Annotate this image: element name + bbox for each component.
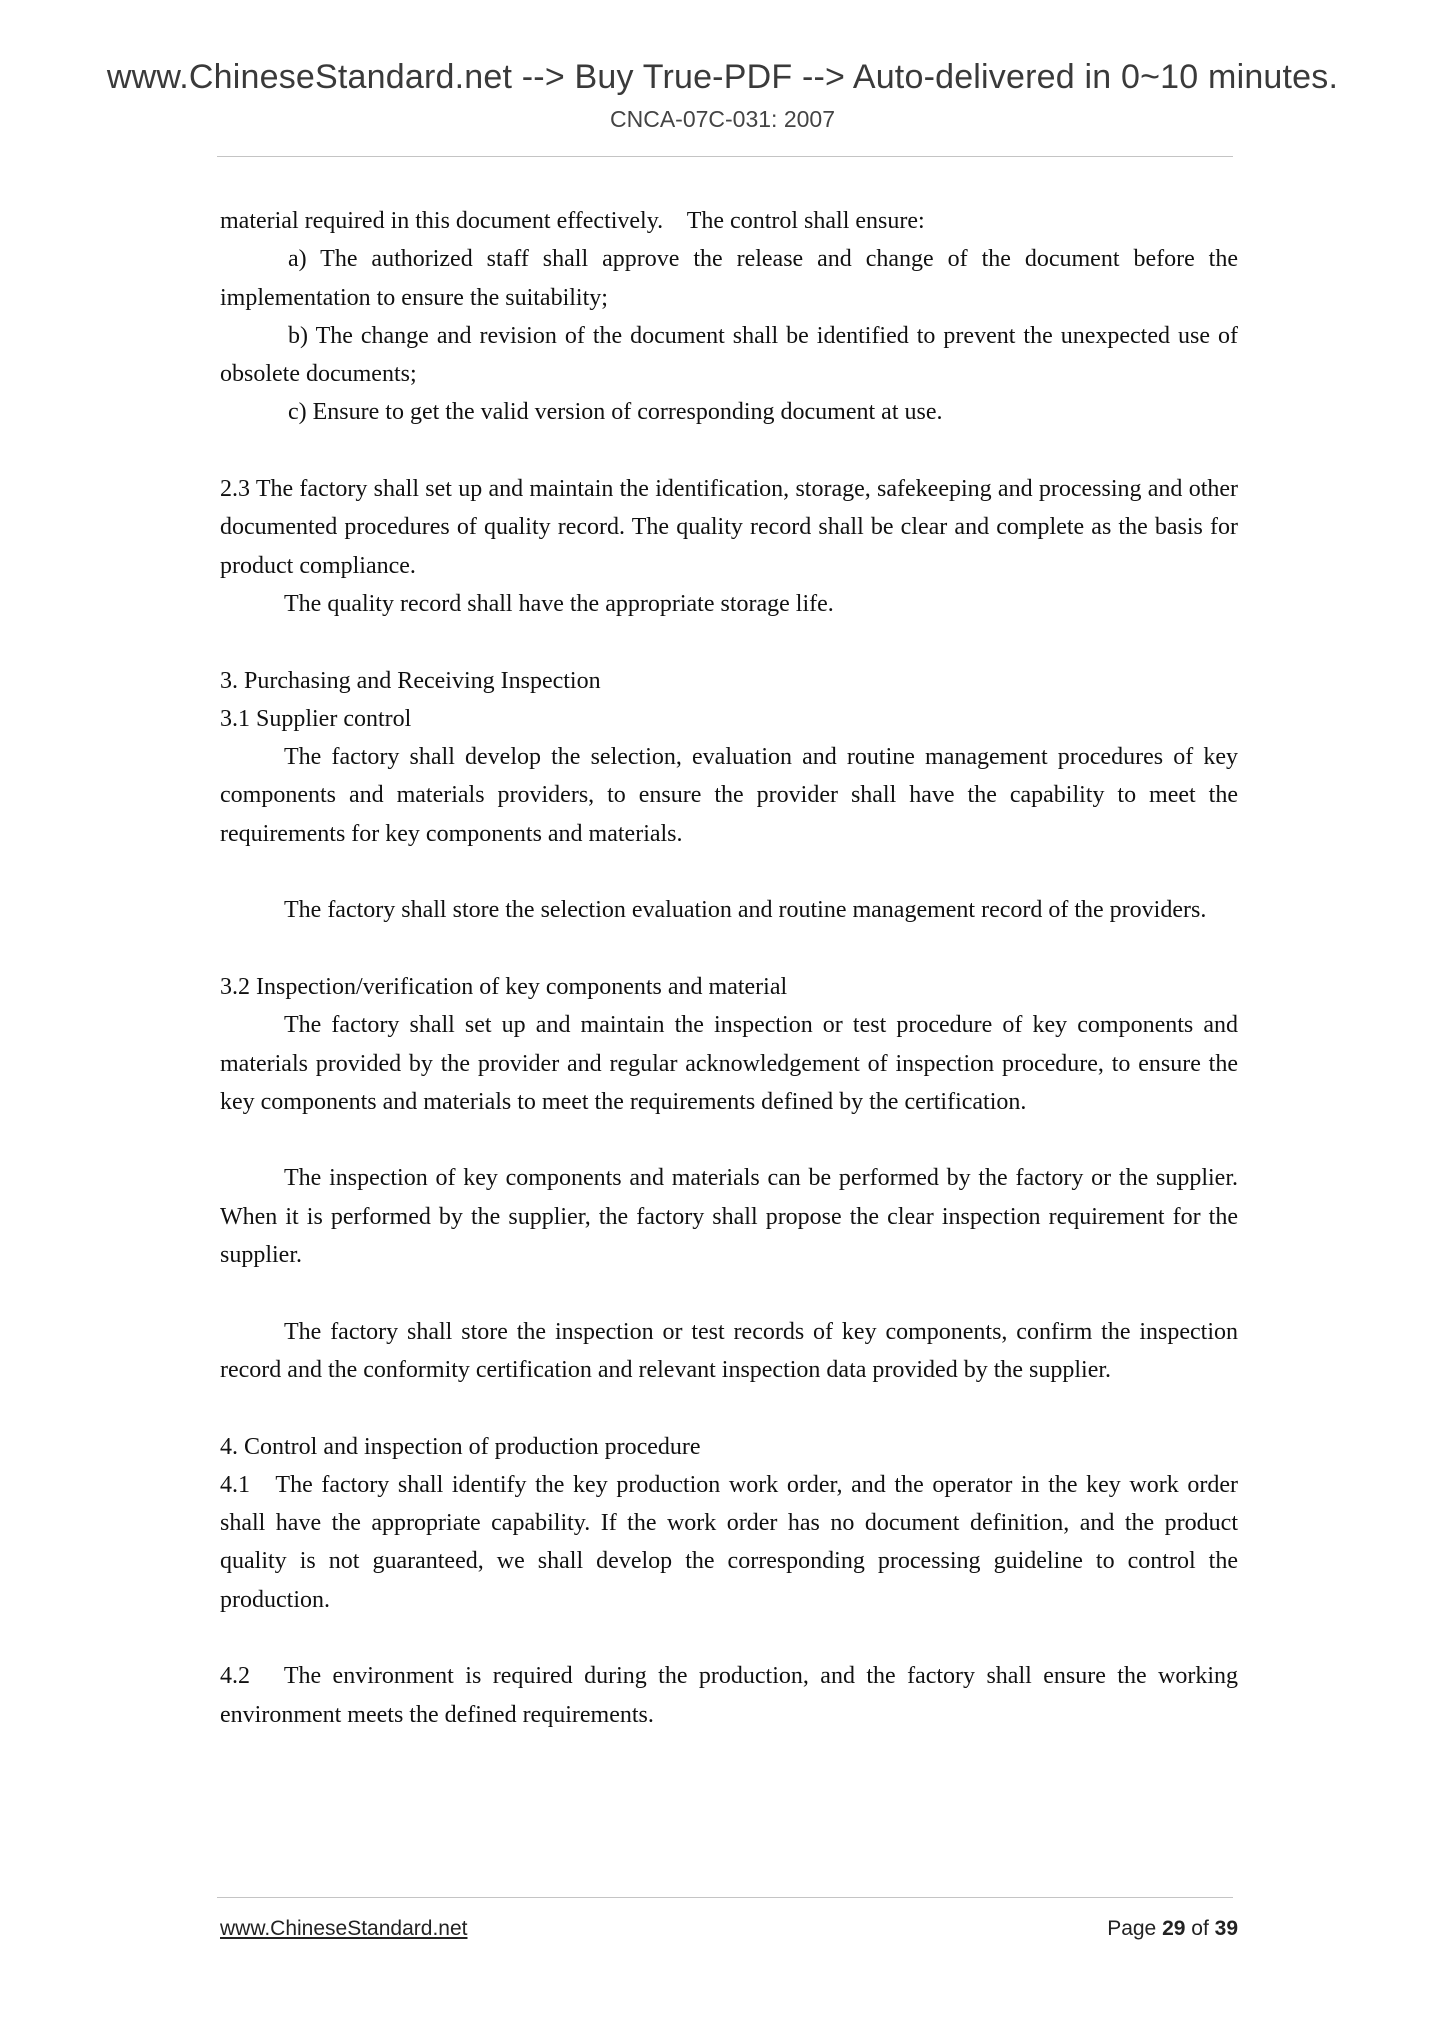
of-label: of [1191,1917,1209,1940]
document-id: CNCA-07C-031: 2007 [609,106,835,132]
section-4-1: 4.1 The factory shall identify the key production work order, and the operator in the key work order shall have the appropriate capability. If the work order has no document definition, and the product quality is not guaranteed, we shall develop the corresponding processing guideline to control the production. [220,1471,1244,1613]
heading-section-3-2: 3.2 Inspection/verification of key components and material [220,973,788,1000]
top-banner: www.ChineseStandard.net --> Buy True-PDF --> Auto-delivered in 0~10 minutes. [106,58,1339,96]
list-item-b: b) The change and revision of the document shall be identified to prevent the unexpected use of obsolete documents; [220,322,1238,388]
page-indicator [1107,1917,1238,1941]
section-4-2: 4.2 The environment is required during the production, and the factory shall ensure the working environment meets the defined requirements. [220,1663,1244,1728]
paragraph-inspection-performer: The inspection of key components and materials can be performed by the factory or the supplier. When it is performed by the supplier, the factory shall propose the clear inspection requirement for the supplier. [220,1165,1238,1269]
paragraph-inspection-procedure: The factory shall set up and maintain the inspection or test procedure of key components and materials provided by the provider and regular acknowledgement of inspection procedure, to ensure the key components and materials to meet the requirements defined by the certification. [220,1012,1238,1115]
paragraph-supplier-procedures: The factory shall develop the selection, evaluation and routine management procedures of key components and materials providers, to ensure the provider shall have the capability to meet the requirements for key components and materials. [220,744,1238,847]
paragraph-storage-life: The quality record shall have the appropriate storage life. [284,590,834,617]
section-2-3: 2.3 The factory shall set up and maintain the identification, storage, safekeeping and processing and other documented procedures of quality record. The quality record shall be clear and complete as the basis for product compliance. [220,476,1238,579]
list-item-c: c) Ensure to get the valid version of corresponding document at use. [288,399,943,426]
paragraph-control-intro: material required in this document effectively. The control shall ensure: [220,208,925,234]
paragraph-supplier-records: The factory shall store the selection evaluation and routine management record of the providers. [284,897,1207,924]
header-divider [217,156,1233,157]
footer-divider [217,1897,1233,1898]
list-item-a: a) The authorized staff shall approve the release and change of the document before the implementation to ensure the suitability; [220,246,1238,311]
heading-section-3: 3. Purchasing and Receiving Inspection [220,667,601,694]
page-total: 39 [1214,1917,1238,1940]
page-number: 29 [1162,1917,1186,1940]
footer-site-link[interactable]: www.ChineseStandard.net [220,1917,468,1940]
heading-section-4: 4. Control and inspection of production procedure [220,1433,701,1460]
paragraph-inspection-records: The factory shall store the inspection or test records of key components, confirm the inspection record and the conformity certification and relevant inspection data provided by the supplier. [220,1318,1238,1383]
heading-section-3-1: 3.1 Supplier control [220,705,412,732]
page-label: Page [1107,1917,1157,1940]
document-body [220,202,1244,1734]
